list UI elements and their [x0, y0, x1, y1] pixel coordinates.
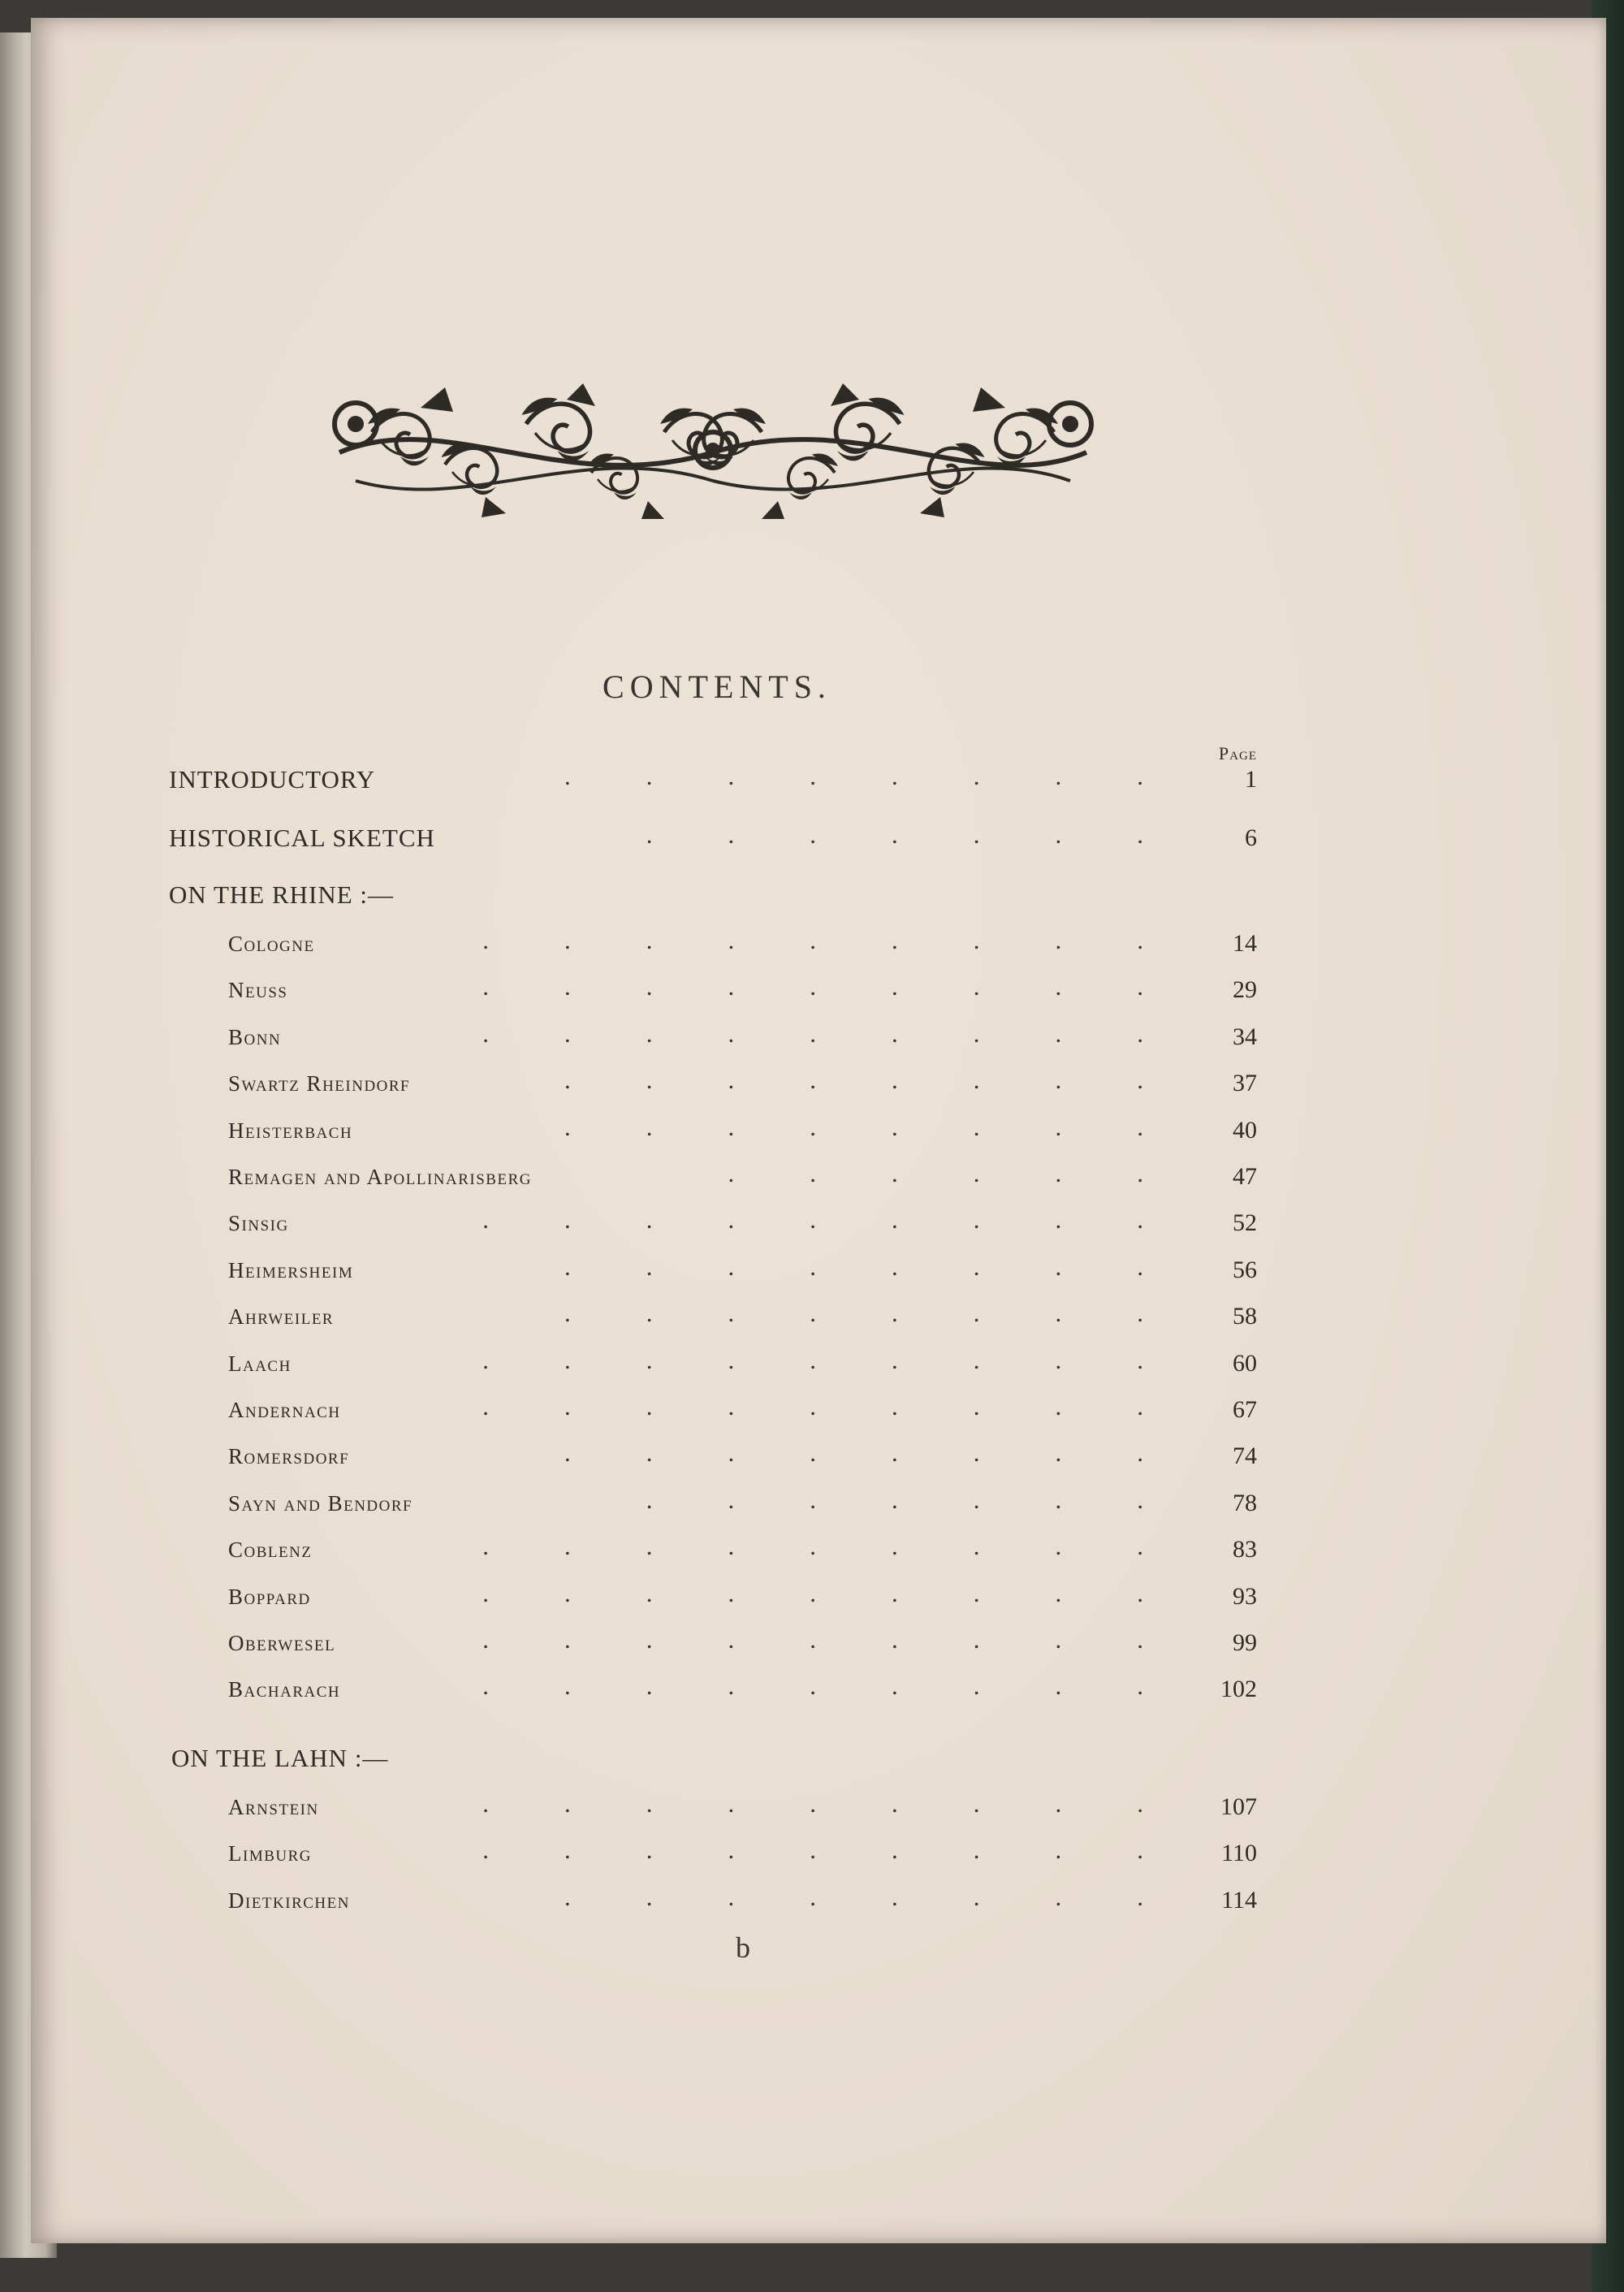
toc-entry-label: Coblenz: [228, 1537, 313, 1563]
book-page: [31, 18, 1606, 2243]
toc-entry[interactable]: [228, 1161, 1257, 1193]
toc-entry-page: 52: [1233, 1209, 1257, 1237]
toc-entry-label: Heimersheim: [228, 1257, 354, 1282]
decorative-headpiece-ornament: [323, 375, 1103, 525]
toc-entry-page: 114: [1221, 1886, 1257, 1914]
toc-entry-label: Ahrweiler: [228, 1304, 335, 1330]
toc-entry-label: HISTORICAL SKETCH: [169, 824, 435, 852]
leader-dots: . . . . . . . . .: [482, 972, 1143, 1001]
toc-entry-page: 78: [1233, 1489, 1257, 1516]
toc-entry-label: Bacharach: [228, 1677, 341, 1702]
toc-entry[interactable]: [228, 1347, 1257, 1380]
toc-entry-label: Boppard: [228, 1584, 311, 1609]
toc-entry-label: Sinsig: [228, 1211, 289, 1236]
toc-entry-page: 99: [1233, 1629, 1257, 1656]
toc-entry-page: 74: [1233, 1442, 1257, 1470]
leader-dots: . . . . . . . . .: [482, 1578, 1143, 1607]
leader-dots: . . . . . . . .: [564, 1252, 1143, 1281]
toc-entry-label: Andernach: [228, 1398, 341, 1422]
page-folio: b: [736, 1931, 750, 1964]
toc-entry-label: INTRODUCTORY: [169, 765, 376, 794]
toc-entry-label: Heisterbach: [228, 1118, 353, 1143]
toc-entry-page: 107: [1220, 1793, 1257, 1820]
leader-dots: . . . . . . .: [646, 820, 1143, 849]
toc-entry[interactable]: [228, 1254, 1257, 1287]
toc-entry[interactable]: [228, 1018, 1257, 1053]
leader-dots: . . . . . . . .: [564, 1066, 1143, 1095]
toc-entry-page: 83: [1233, 1536, 1257, 1563]
toc-entry-label: Neuss: [228, 978, 288, 1003]
toc-entry[interactable]: [228, 1394, 1257, 1426]
toc-entry-page: 67: [1233, 1396, 1257, 1423]
toc-entry[interactable]: [228, 1440, 1257, 1473]
toc-entry[interactable]: [228, 1627, 1257, 1659]
leader-dots: . . . . . . . .: [564, 1299, 1143, 1328]
leader-dots: . . . . . . . . .: [482, 926, 1143, 954]
leader-dots: . . . . . . . .: [564, 762, 1143, 790]
toc-entry[interactable]: [228, 974, 1257, 1006]
toc-entry[interactable]: [228, 1673, 1257, 1706]
toc-entry-label: Limburg: [228, 1841, 313, 1866]
leader-dots: . . . . . . . . .: [482, 1345, 1143, 1374]
leader-dots: . . . . . .: [728, 1159, 1143, 1187]
toc-entry[interactable]: [169, 822, 1257, 854]
toc-entry-page: 56: [1233, 1256, 1257, 1283]
toc-entry-page: 40: [1233, 1116, 1257, 1144]
toc-entry-label: Arnstein: [228, 1795, 319, 1819]
leader-dots: . . . . . . . . .: [482, 1205, 1143, 1235]
contents-title: CONTENTS.: [603, 668, 831, 705]
toc-entry-page: 6: [1245, 824, 1257, 851]
toc-entry[interactable]: [228, 1114, 1257, 1147]
leader-dots: . . . . . . . . .: [482, 1789, 1143, 1818]
toc-entry-label: Remagen and Apollinarisberg: [228, 1165, 532, 1189]
toc-entry[interactable]: [228, 1578, 1257, 1613]
leader-dots: . . . . . . . . .: [482, 1392, 1143, 1421]
toc-entry-page: 34: [1233, 1023, 1257, 1050]
section-heading-rhine: ON THE RHINE :—: [169, 880, 395, 909]
leader-dots: . . . . . . .: [646, 1485, 1143, 1514]
toc-entry[interactable]: [228, 1487, 1257, 1520]
toc-entry-label: Sayn and Bendorf: [228, 1490, 413, 1516]
page-column-heading: Page: [1218, 743, 1257, 763]
toc-entry[interactable]: [228, 1300, 1257, 1333]
toc-entry-page: 29: [1233, 976, 1257, 1004]
toc-entry[interactable]: [228, 1533, 1257, 1566]
toc-entry-page: 93: [1233, 1582, 1257, 1610]
toc-entry-label: Swartz Rheindorf: [228, 1071, 411, 1096]
toc-entry-page: 14: [1233, 930, 1257, 957]
section-heading-lahn: ON THE LAHN :—: [171, 1744, 389, 1772]
toc-entry-label: Cologne: [228, 932, 315, 956]
toc-entry[interactable]: [228, 1067, 1257, 1100]
toc-entry[interactable]: [169, 763, 1257, 796]
leader-dots: . . . . . . . .: [564, 1112, 1143, 1141]
leader-dots: . . . . . . . . .: [482, 1532, 1143, 1561]
toc-entry-label: Laach: [228, 1351, 292, 1376]
leader-dots: . . . . . . . .: [564, 1882, 1143, 1911]
leader-dots: . . . . . . . . .: [482, 1671, 1143, 1701]
toc-entry-page: 37: [1233, 1070, 1257, 1097]
toc-entry[interactable]: [228, 1837, 1257, 1870]
toc-entry-page: 58: [1233, 1303, 1257, 1330]
toc-entry[interactable]: [228, 1791, 1257, 1823]
toc-entry-label: Oberwesel: [228, 1631, 336, 1655]
leader-dots: . . . . . . . . .: [482, 1018, 1143, 1048]
toc-entry-label: Dietkirchen: [228, 1888, 350, 1913]
toc-entry[interactable]: [228, 1207, 1257, 1239]
toc-entry-label: Romersdorf: [228, 1444, 350, 1469]
toc-entry-label: Bonn: [228, 1024, 282, 1049]
toc-entry-page: 102: [1220, 1676, 1257, 1703]
leader-dots: . . . . . . . . .: [482, 1625, 1143, 1654]
leader-dots: . . . . . . . .: [564, 1438, 1143, 1468]
toc-entry-page: 1: [1245, 766, 1257, 793]
leader-dots: . . . . . . . . .: [482, 1836, 1143, 1865]
toc-entry[interactable]: [228, 1884, 1257, 1917]
toc-entry-page: 110: [1221, 1840, 1257, 1867]
toc-entry-page: 47: [1233, 1163, 1257, 1190]
toc-entry-page: 60: [1233, 1349, 1257, 1377]
toc-entry[interactable]: [228, 928, 1257, 960]
